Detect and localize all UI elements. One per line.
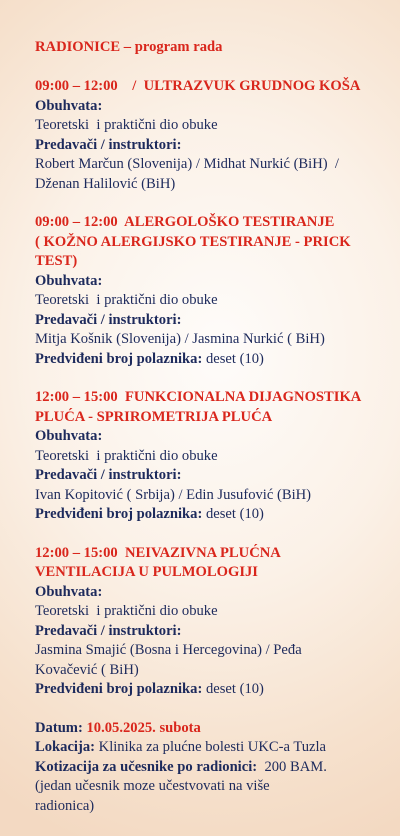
fee-row bbox=[35, 758, 380, 778]
workshop-heading: 12:00 – 15:00 FUNKCIONALNA DIJAGNOSTIKA bbox=[35, 389, 362, 405]
date-label: Datum: bbox=[35, 719, 83, 736]
instructors-label: Predavači / instruktori: bbox=[35, 136, 182, 153]
workshop-heading: 12:00 – 15:00 NEIVAZIVNA PLUĆNA bbox=[35, 544, 281, 561]
event-info bbox=[35, 719, 380, 817]
date-row bbox=[35, 719, 380, 739]
workshop-program bbox=[35, 38, 380, 816]
covers-text: Teoretski i praktični dio obuke bbox=[35, 603, 218, 619]
spacer bbox=[35, 700, 380, 719]
participants-label: Predviđeni broj polaznika: bbox=[35, 350, 203, 367]
covers-label: Obuhvata: bbox=[35, 428, 103, 444]
instructors-text: Jasmina Smajić (Bosna i Hercegovina) / Peđa bbox=[35, 642, 302, 658]
instructors-text: Dženan Halilović (BiH) bbox=[35, 175, 176, 192]
instructors-label: Predavači / instruktori: bbox=[35, 311, 182, 328]
participants-row bbox=[35, 505, 380, 525]
location-row bbox=[35, 738, 380, 758]
fee-label: Kotizacija za učesnike po radionici: bbox=[35, 758, 258, 775]
instructors-label: Predavači / instruktori: bbox=[35, 467, 182, 483]
covers-label: Obuhvata: bbox=[35, 272, 103, 289]
workshop-spirometry bbox=[35, 388, 380, 525]
instructors-text: Mitja Košnik (Slovenija) / Jasmina Nurkić ( BiH) bbox=[35, 331, 325, 347]
participants-value: deset (10) bbox=[202, 350, 264, 367]
workshop-heading: ( KOŽNO ALERGIJSKO TESTIRANJE - PRICK bbox=[35, 233, 351, 250]
participants-label: Predviđeni broj polaznika: bbox=[35, 506, 203, 522]
instructors-text: Ivan Kopitović ( Srbija) / Edin Jusufović (BiH) bbox=[35, 486, 312, 503]
workshop-ventilation bbox=[35, 544, 380, 700]
location-value: Klinika za plućne bolesti UKC-a Tuzla bbox=[95, 739, 327, 755]
covers-text: Teoretski i praktični dio obuke bbox=[35, 292, 218, 308]
instructors-text: Robert Marčun (Slovenija) / Midhat Nurkić (BiH) / bbox=[35, 156, 339, 172]
workshop-heading: VENTILACIJA U PULMOLOGIJI bbox=[35, 564, 258, 580]
fee-note: (jedan učesnik moze učestvovati na više bbox=[35, 778, 270, 794]
participants-value: deset (10) bbox=[202, 681, 264, 697]
spacer bbox=[35, 194, 380, 213]
date-value: 10.05.2025. subota bbox=[82, 719, 201, 736]
covers-text: Teoretski i praktični dio obuke bbox=[35, 447, 218, 464]
fee-note: radionica) bbox=[35, 797, 95, 814]
spacer bbox=[35, 525, 380, 544]
page-title: RADIONICE – program rada bbox=[35, 39, 223, 55]
spacer bbox=[35, 58, 380, 78]
workshop-heading: 09:00 – 12:00 ALERGOLOŠKO TESTIRANJE bbox=[35, 214, 335, 230]
covers-label: Obuhvata: bbox=[35, 97, 103, 114]
participants-label: Predviđeni broj polaznika: bbox=[35, 681, 203, 697]
fee-value: 200 BAM. bbox=[257, 758, 327, 775]
spacer bbox=[35, 369, 380, 388]
workshop-heading: PLUĆA - SPRIROMETRIJA PLUĆA bbox=[35, 408, 273, 425]
instructors-text: Kovačević ( BiH) bbox=[35, 661, 139, 678]
workshop-allergy-testing bbox=[35, 213, 380, 369]
participants-value: deset (10) bbox=[202, 506, 264, 522]
covers-label: Obuhvata: bbox=[35, 583, 103, 600]
workshop-ultrasound bbox=[35, 77, 380, 194]
location-label: Lokacija: bbox=[35, 739, 95, 755]
participants-row bbox=[35, 350, 380, 370]
instructors-label: Predavači / instruktori: bbox=[35, 622, 182, 639]
workshop-heading: TEST) bbox=[35, 253, 78, 269]
workshop-heading: 09:00 – 12:00 / ULTRAZVUK GRUDNOG KOŠA bbox=[35, 78, 361, 94]
participants-row bbox=[35, 680, 380, 700]
covers-text: Teoretski i praktični dio obuke bbox=[35, 117, 218, 133]
